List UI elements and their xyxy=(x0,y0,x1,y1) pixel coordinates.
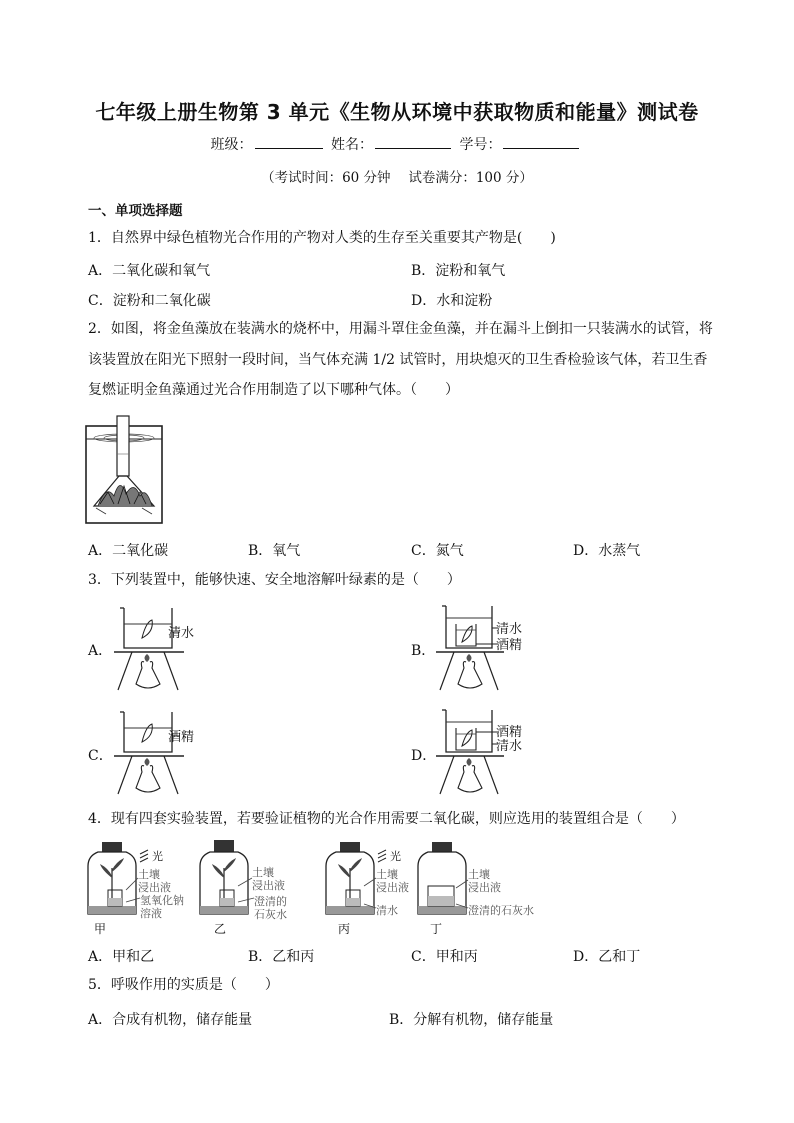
class-label: 班级： xyxy=(210,137,253,153)
section-heading: 一、单项选择题 xyxy=(88,203,183,219)
question-2-option-c[interactable]: C．氮气 xyxy=(411,543,464,559)
question-3-figure-c xyxy=(112,706,222,798)
label-extract: 浸出液 xyxy=(138,881,171,894)
label-extract: 浸出液 xyxy=(468,881,501,894)
question-1-option-a[interactable]: A．二氧化碳和氧气 xyxy=(88,263,211,279)
exam-time-note: （考试时间：60 分钟 试卷满分：100 分） xyxy=(261,170,533,186)
question-3-option-d[interactable]: D． xyxy=(411,748,437,764)
label-naoh-1: 氢氧化钠 xyxy=(140,894,184,907)
question-3-figure-d xyxy=(432,706,542,798)
label-alcohol: 酒精 xyxy=(496,638,523,653)
jar-yi xyxy=(200,840,287,936)
question-5-option-b[interactable]: B．分解有机物，储存能量 xyxy=(389,1012,554,1028)
question-4-stem: 4．现有四套实验装置，若要验证植物的光合作用需要二氧化碳，则应选用的装置组合是（ ） xyxy=(88,811,685,827)
label-light: 光 xyxy=(390,850,401,863)
question-3-figure-b xyxy=(432,602,542,694)
question-1-option-b[interactable]: B．淀粉和氧气 xyxy=(411,263,506,279)
question-3-option-c[interactable]: C． xyxy=(88,748,113,764)
question-4-option-d[interactable]: D．乙和丁 xyxy=(573,949,641,965)
question-3-option-b[interactable]: B． xyxy=(411,643,436,659)
name-blank[interactable] xyxy=(375,134,451,149)
label-water: 清水 xyxy=(168,626,195,641)
label-extract: 浸出液 xyxy=(252,879,285,892)
student-info-line xyxy=(0,134,794,154)
question-3-figure-a xyxy=(112,602,222,694)
question-4-figure xyxy=(86,838,556,938)
question-5-stem: 5．呼吸作用的实质是（ ） xyxy=(88,977,279,993)
label-light: 光 xyxy=(152,850,163,863)
name-label: 姓名： xyxy=(331,137,373,153)
question-2-option-b[interactable]: B．氧气 xyxy=(248,543,301,559)
student-id-blank[interactable] xyxy=(503,134,579,149)
jar-jia xyxy=(88,842,184,936)
label-alcohol: 酒精 xyxy=(496,725,523,740)
class-blank[interactable] xyxy=(255,134,323,149)
label-soil: 土壤 xyxy=(376,868,398,881)
question-1-option-c[interactable]: C．淀粉和二氧化碳 xyxy=(88,293,211,309)
student-id-label: 学号： xyxy=(459,137,502,153)
label-yi: 乙 xyxy=(214,922,227,936)
question-4-option-b[interactable]: B．乙和丙 xyxy=(248,949,315,965)
label-jia: 甲 xyxy=(94,922,107,936)
question-1-stem: 1．自然界中绿色植物光合作用的产物对人类的生存至关重要其产物是( ) xyxy=(88,230,556,246)
question-3-option-a[interactable]: A． xyxy=(88,643,113,659)
question-2-apparatus-figure xyxy=(84,414,166,526)
label-soil: 土壤 xyxy=(468,868,490,881)
question-2-option-a[interactable]: A．二氧化碳 xyxy=(88,543,169,559)
page-title: 七年级上册生物第 3 单元《生物从环境中获取物质和能量》测试卷 xyxy=(95,100,699,124)
label-soil: 土壤 xyxy=(252,866,274,879)
label-water: 清水 xyxy=(496,622,523,637)
label-naoh-2: 溶液 xyxy=(140,907,162,920)
question-4-option-a[interactable]: A．甲和乙 xyxy=(88,949,155,965)
label-alcohol: 酒精 xyxy=(168,730,195,745)
question-4-option-c[interactable]: C．甲和丙 xyxy=(411,949,478,965)
label-lime-2: 石灰水 xyxy=(254,908,287,921)
jar-bing xyxy=(326,842,409,936)
question-5-option-a[interactable]: A．合成有机物，储存能量 xyxy=(88,1012,253,1028)
label-bing: 丙 xyxy=(338,922,351,936)
jar-ding xyxy=(418,842,534,936)
label-extract: 浸出液 xyxy=(376,881,409,894)
label-water: 清水 xyxy=(496,739,523,754)
question-1-option-d[interactable]: D．水和淀粉 xyxy=(411,293,493,309)
question-2-stem: 2．如图，将金鱼藻放在装满水的烧杯中，用漏斗罩住金鱼藻，并在漏斗上倒扣一只装满水的试管，将该装置放在阳光下照射一段时间，当气体充满 1/2 试管时，用块熄灭的卫生香检验该气体，若卫生香复燃证明金鱼藻通过光合作用制造了以下哪种气体。（ ） xyxy=(88,321,713,398)
label-lime-full: 澄清的石灰水 xyxy=(468,904,534,917)
question-3-stem: 3．下列装置中，能够快速、安全地溶解叶绿素的是（ ） xyxy=(88,572,461,588)
label-soil: 土壤 xyxy=(138,868,160,881)
label-water: 清水 xyxy=(376,904,398,917)
question-2-option-d[interactable]: D．水蒸气 xyxy=(573,543,641,559)
label-ding: 丁 xyxy=(430,922,443,936)
label-lime-1: 澄清的 xyxy=(254,895,287,908)
